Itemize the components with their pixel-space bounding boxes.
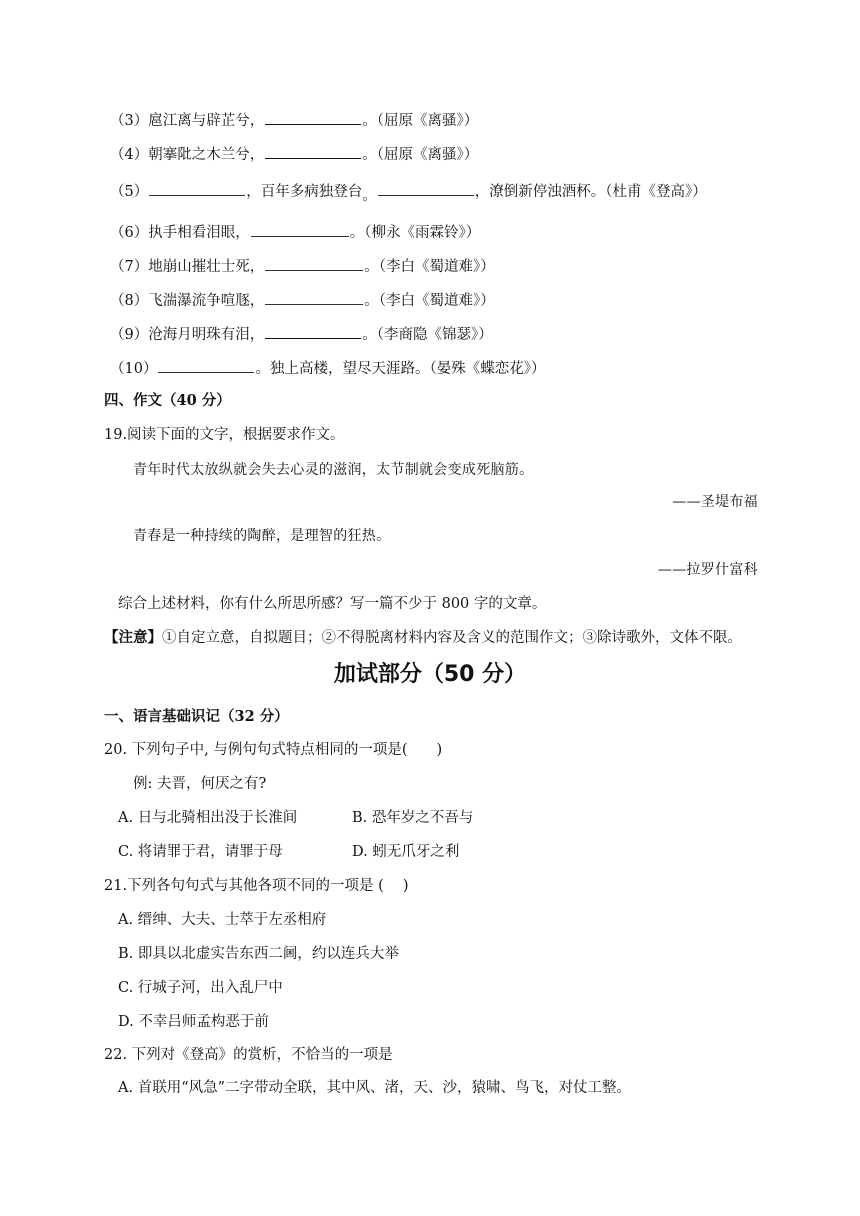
question-22-stem: 22. 下列对《登高》的赏析，不恰当的一项是 <box>104 1047 393 1063</box>
question-text: 执手相看泪眼， <box>148 225 250 241</box>
question-number: （7） <box>110 259 149 275</box>
question-text: 朝搴阰之木兰兮， <box>148 147 265 163</box>
answer-blank[interactable] <box>265 110 361 125</box>
question-text: 沧海月明珠有泪， <box>148 327 265 343</box>
recitation-q6 <box>110 222 860 243</box>
answer-blank[interactable] <box>378 181 474 196</box>
answer-blank[interactable] <box>251 222 349 237</box>
recitation-q8 <box>110 290 860 311</box>
question-20-example: 例: 夫晋，何厌之有? <box>133 776 267 792</box>
question-source: 。（李商隐《锦瑟》） <box>362 327 493 343</box>
question-text: ，百年多病独登台 <box>246 184 363 200</box>
question-source: 。（李白《蜀道难》） <box>364 259 495 275</box>
answer-blank[interactable] <box>158 358 254 373</box>
question-source: ，潦倒新停浊酒杯。（杜甫《登高》） <box>474 184 707 200</box>
question-source: 。独上高楼，望尽天涯路。（晏殊《蝶恋花》） <box>255 361 546 377</box>
question-source: 。（柳永《雨霖铃》） <box>349 225 481 241</box>
question-number: （3） <box>110 113 149 129</box>
question-text: 扈江离与辟芷兮， <box>148 113 265 129</box>
question-22-option-a[interactable]: A. 首联用“风急”二字带动全联，其中风、渚，天、沙，猿啸、鸟飞，对仗工整。 <box>118 1080 632 1096</box>
question-20-option-c[interactable]: C. 将请罪于君，请罪于母 <box>118 844 283 860</box>
recitation-q7 <box>110 256 860 277</box>
question-punct: 。 <box>362 188 377 204</box>
question-number: （4） <box>110 147 149 163</box>
section-heading-essay: 四、作文（40 分） <box>104 392 231 409</box>
recitation-q9 <box>110 324 860 345</box>
question-number: （10） <box>110 361 158 377</box>
essay-task: 综合上述材料，你有什么所思所感？写一篇不少于 800 字的文章。 <box>118 596 547 612</box>
section-heading-language: 一、语言基础识记（32 分） <box>104 708 289 725</box>
question-number: （5） <box>110 184 149 200</box>
recitation-q3 <box>110 110 860 131</box>
answer-blank[interactable] <box>265 324 361 339</box>
question-21-option-c[interactable]: C. 行城子河，出入乱尸中 <box>118 980 283 996</box>
question-source: 。（屈原《离骚》） <box>362 113 479 129</box>
recitation-q5 <box>110 181 860 202</box>
essay-quote-1: 青年时代太放纵就会失去心灵的滋润，太节制就会变成死脑筋。 <box>133 462 534 478</box>
question-text: 飞湍瀑流争喧豗， <box>148 293 265 309</box>
question-20-option-a[interactable]: A. 日与北骑相出没于长淮间 <box>118 810 298 826</box>
question-21-option-a[interactable]: A. 缙绅、大夫、士萃于左丞相府 <box>118 912 327 928</box>
recitation-q4 <box>110 144 860 165</box>
essay-note <box>104 628 860 648</box>
question-21-option-b[interactable]: B. 即具以北虚实告东西二阃，约以连兵大举 <box>118 946 399 962</box>
recitation-q10 <box>110 358 860 379</box>
note-text: ①自定立意，自拟题目；②不得脱离材料内容及含义的范围作文；③除诗歌外，文体不限。 <box>162 630 742 646</box>
note-label: 【注意】 <box>104 629 162 646</box>
essay-author-2: ——拉罗什富科 <box>657 562 758 578</box>
question-number: （6） <box>110 225 149 241</box>
essay-author-1: ——圣堤布福 <box>672 494 758 510</box>
question-20-stem: 20. 下列句子中, 与例句句式特点相同的一项是( ) <box>104 742 443 758</box>
answer-blank[interactable] <box>265 144 361 159</box>
question-source: 。（屈原《离骚》） <box>362 147 479 163</box>
question-21-stem: 21.下列各句句式与其他各项不同的一项是 ( ) <box>104 878 409 894</box>
question-20-option-d[interactable]: D. 蚓无爪牙之利 <box>352 844 460 860</box>
question-text: 地崩山摧壮士死， <box>148 259 265 275</box>
answer-blank[interactable] <box>149 181 245 196</box>
question-21-option-d[interactable]: D. 不幸吕师孟构恶于前 <box>118 1014 269 1030</box>
essay-quote-2: 青春是一种持续的陶醉，是理智的狂热。 <box>133 528 391 544</box>
answer-blank[interactable] <box>265 290 363 305</box>
question-source: 。（李白《蜀道难》） <box>364 293 495 309</box>
essay-prompt: 19.阅读下面的文字，根据要求作文。 <box>104 427 345 443</box>
answer-blank[interactable] <box>265 256 363 271</box>
extra-section-title: 加试部分（50 分） <box>333 662 527 687</box>
question-number: （8） <box>110 293 149 309</box>
question-20-option-b[interactable]: B. 恐年岁之不吾与 <box>352 810 474 826</box>
question-number: （9） <box>110 327 149 343</box>
